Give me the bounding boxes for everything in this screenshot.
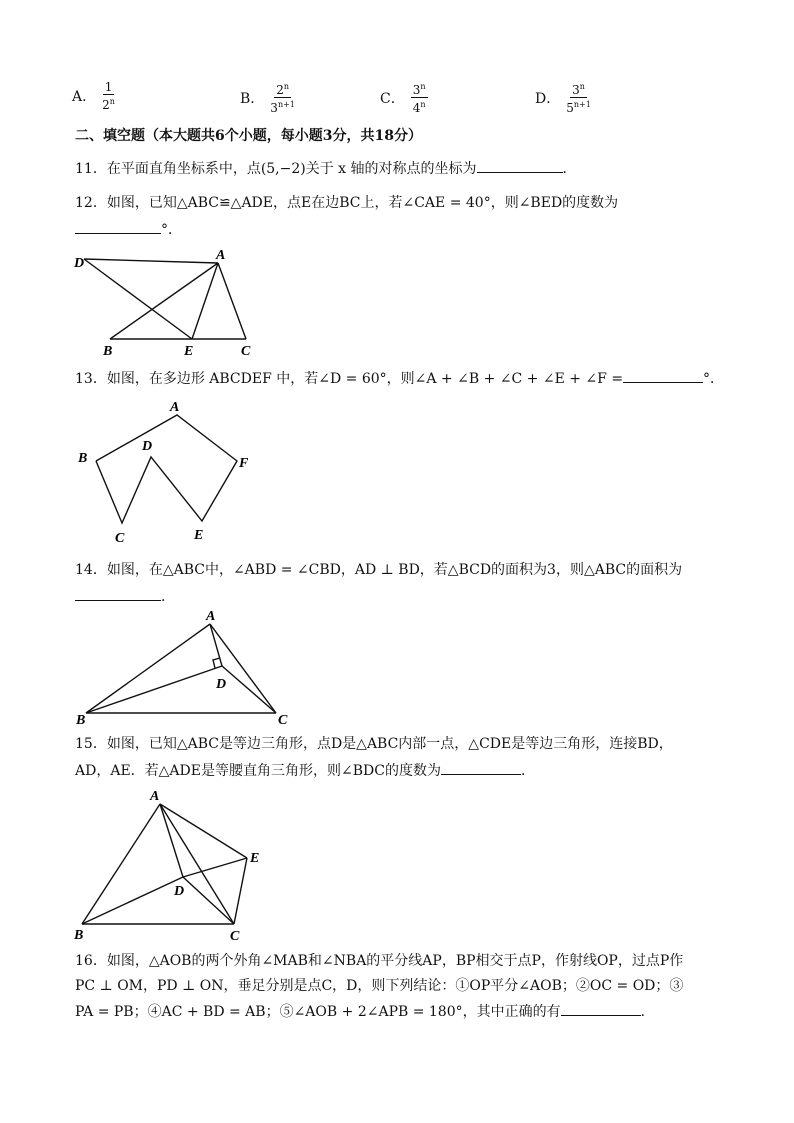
question-14-answer	[75, 586, 175, 607]
question-16-line2: PC ⊥ OM，PD ⊥ ON，垂足分别是点C，D，则下列结论：①OP平分∠AOB；②OC = OD；③	[75, 978, 684, 994]
numerator: 3	[412, 83, 421, 97]
question-end: ．	[562, 161, 577, 177]
label-c: C	[115, 531, 125, 546]
exponent: n	[579, 82, 585, 91]
option-letter: C．	[380, 90, 405, 107]
option-c	[380, 80, 428, 115]
question-12-answer	[75, 219, 182, 240]
label-b: B	[78, 451, 88, 466]
label-d: D	[74, 256, 85, 271]
figure-12	[70, 245, 270, 360]
question-text: 14．如图，在△ABC中，∠ABD = ∠CBD，AD ⊥ BD，若△BCD的面积为3，则△ABC的面积为	[75, 562, 683, 578]
question-end: ．	[520, 763, 535, 779]
label-b: B	[74, 928, 84, 943]
question-text: 11．在平面直角坐标系中，点(5,−2)关于 x 轴的对称点的坐标为	[75, 161, 477, 177]
label-d: D	[142, 439, 153, 454]
answer-blank[interactable]	[441, 760, 521, 775]
question-13	[75, 368, 724, 389]
denominator: 3	[270, 101, 278, 115]
label-f: F	[239, 456, 249, 471]
fraction	[411, 80, 428, 115]
label-b: B	[103, 344, 113, 359]
label-a: A	[170, 400, 180, 415]
question-text: PA = PB；④AC + BD = AB；⑤∠AOB + 2∠APB = 180°，其中正确的有	[75, 1004, 561, 1020]
fraction	[566, 80, 591, 115]
option-a	[72, 80, 115, 112]
answer-blank[interactable]	[75, 586, 161, 601]
option-letter: B．	[240, 90, 265, 107]
label-d: D	[216, 677, 227, 692]
answer-blank[interactable]	[623, 368, 703, 383]
denominator: 4	[412, 101, 421, 115]
option-letter: A．	[72, 89, 97, 105]
question-14	[75, 560, 682, 580]
denominator: 5	[566, 101, 574, 115]
question-15-line1: 15．如图，已知△ABC是等边三角形，点D是△ABC内部一点，△CDE是等边三角形，连接BD，	[75, 736, 673, 752]
question-16-line1: 16．如图，△AOB的两个外角∠MAB和∠NBA的平分线AP，BP相交于点P，作射线OP，过点P作	[75, 953, 684, 969]
answer-blank[interactable]	[561, 1001, 641, 1016]
fraction	[270, 80, 295, 115]
label-b: B	[76, 713, 86, 728]
question-15-line2	[75, 760, 535, 781]
question-text: 12．如图，已知△ABC≌△ADE，点E在边BC上，若∠CAE = 40°，则∠BED的度数为	[75, 195, 619, 211]
question-12	[75, 193, 618, 213]
exponent: n+1	[277, 100, 295, 109]
label-a: A	[216, 248, 226, 263]
section-title: 二、填空题（本大题共6个小题，每小题3分，共18分）	[75, 128, 422, 144]
label-a: A	[150, 789, 160, 804]
label-e: E	[194, 528, 204, 543]
question-end: ．	[640, 1004, 655, 1020]
option-letter: D．	[535, 90, 561, 107]
exponent: n	[420, 82, 426, 91]
option-d	[535, 80, 591, 115]
numerator: 2	[276, 83, 284, 97]
figure-13	[74, 395, 264, 550]
label-e: E	[184, 344, 194, 359]
label-c: C	[241, 344, 251, 359]
exponent: n+1	[573, 100, 591, 109]
label-a: A	[206, 609, 216, 624]
option-b	[240, 80, 295, 115]
fraction	[102, 80, 115, 112]
label-c: C	[230, 929, 240, 944]
exponent: n	[283, 82, 289, 91]
question-end: °．	[161, 222, 182, 238]
numerator: 3	[572, 83, 580, 97]
label-c: C	[278, 713, 288, 728]
figure-15	[70, 782, 280, 947]
answer-blank[interactable]	[75, 219, 161, 234]
question-end: ．	[161, 589, 175, 605]
exponent: n	[109, 97, 115, 106]
label-e: E	[250, 851, 260, 866]
label-d: D	[174, 884, 185, 899]
exponent: n	[420, 100, 426, 109]
question-end: °．	[703, 371, 725, 387]
question-text: 13．如图，在多边形 ABCDEF 中，若∠D = 60°，则∠A + ∠B + ∠C + ∠E + ∠F =	[75, 371, 624, 387]
numerator: 1	[104, 80, 113, 94]
figure-14	[72, 606, 302, 731]
question-text: AD，AE．若△ADE是等腰直角三角形，则∠BDC的度数为	[75, 763, 441, 779]
question-16-line3	[75, 1001, 655, 1022]
denominator: 2	[102, 98, 110, 112]
question-11	[75, 158, 577, 179]
answer-blank[interactable]	[477, 158, 563, 173]
